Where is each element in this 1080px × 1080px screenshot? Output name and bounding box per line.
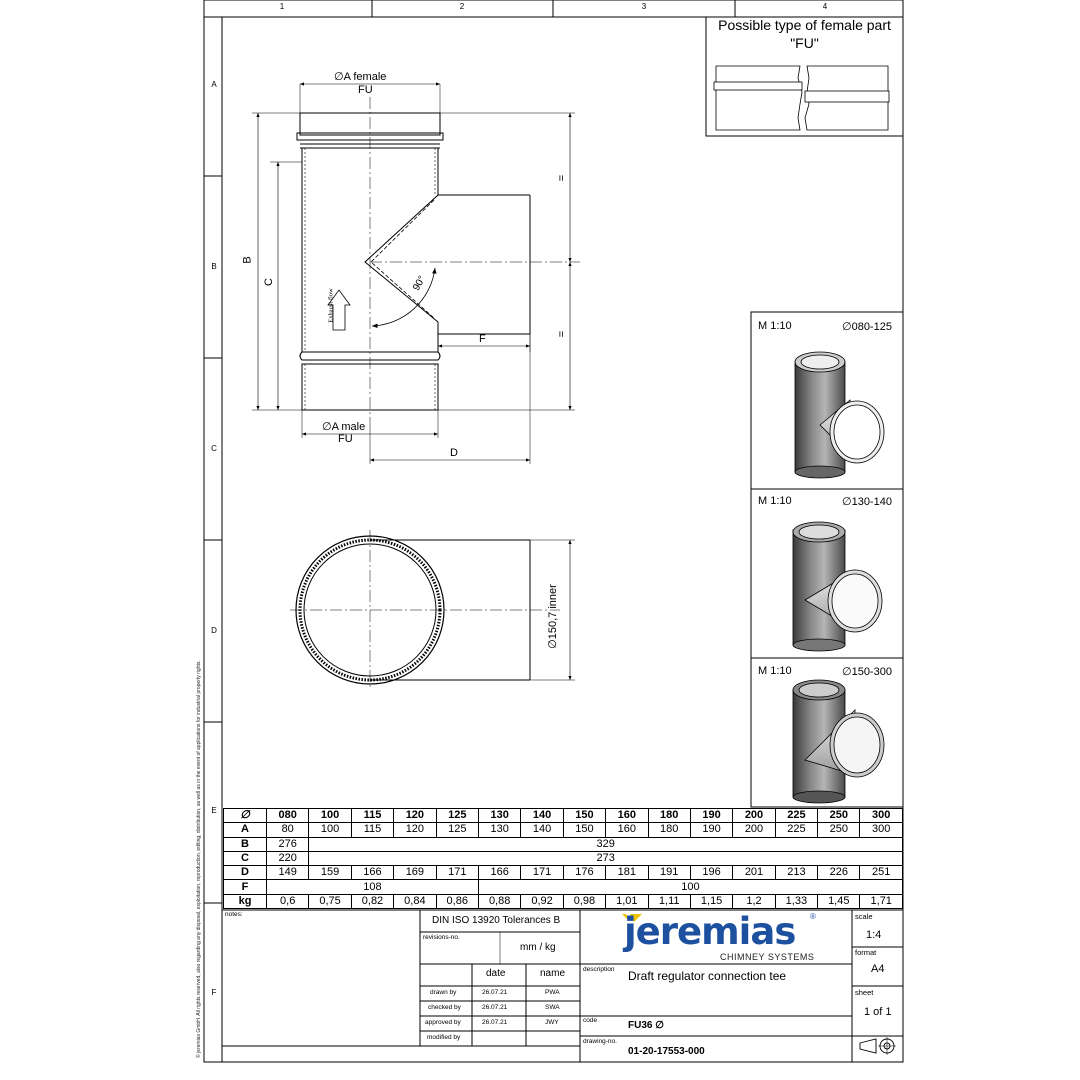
dimension-cell: 100: [309, 823, 351, 837]
revisions-label: revisions-no.: [423, 934, 460, 941]
zone-row-f: F: [211, 988, 217, 997]
tolerances: DIN ISO 13920 Tolerances B: [432, 915, 561, 926]
drawn-by-name: PWA: [545, 989, 560, 996]
checked-by-name: SWA: [545, 1004, 560, 1011]
label-c: C: [262, 278, 275, 286]
dimension-cell: 130: [478, 823, 520, 837]
dimension-cell: 169: [394, 866, 436, 880]
label-a-female: ∅A female: [334, 71, 387, 83]
drawn-by-date: 26.07.21: [482, 989, 508, 996]
dimension-header-row: [224, 809, 903, 823]
label-fu-bottom: FU: [338, 433, 353, 445]
dimension-cell: 191: [648, 866, 690, 880]
zone-column-3: 3: [641, 2, 647, 11]
zone-row-a: A: [211, 80, 217, 89]
dimension-cell: 190: [690, 823, 732, 837]
dimension-cell: 120: [394, 823, 436, 837]
diameter-header-cell: 300: [860, 809, 903, 823]
dimension-cell: 200: [733, 823, 775, 837]
zone-column-4: 4: [822, 2, 828, 11]
diameter-header-cell: 120: [394, 809, 436, 823]
label-b: B: [241, 256, 254, 264]
dimension-cell: 226: [818, 866, 860, 880]
checked-by-label: checked by: [428, 1004, 461, 1011]
diameter-header-cell: 190: [690, 809, 732, 823]
dimension-cell: 149: [267, 866, 309, 880]
variant-2-range: ∅130-140: [842, 496, 892, 508]
zone-row-c: C: [211, 444, 217, 453]
variant-illustration-1: [795, 352, 884, 478]
dimension-cell: 0,84: [394, 894, 436, 908]
dimension-cell: 1,11: [648, 894, 690, 908]
variant-illustration-3: [793, 680, 884, 803]
dimension-cell: 159: [309, 866, 351, 880]
dimension-cell: 250: [818, 823, 860, 837]
diameter-header-cell: 180: [648, 809, 690, 823]
name-header: name: [540, 968, 566, 979]
drawing-number: 01-20-17553-000: [628, 1046, 705, 1057]
dimension-row-label: B: [224, 837, 267, 851]
dimension-cell: 100: [478, 880, 902, 894]
dimension-cell: 225: [775, 823, 817, 837]
dimension-cell: 1,01: [606, 894, 648, 908]
variant-3-scale: M 1:10: [758, 665, 792, 677]
dimension-row-label: kg: [224, 894, 267, 908]
dimension-cell: 1,2: [733, 894, 775, 908]
dimension-row: [224, 837, 903, 851]
diameter-header-cell: 080: [267, 809, 309, 823]
modified-by-label: modified by: [427, 1034, 461, 1041]
diameter-header-cell: 250: [818, 809, 860, 823]
label-equal-bottom: =: [556, 330, 569, 338]
inset-title: Possible type of female part "FU": [718, 17, 891, 51]
tee-side-view: [252, 84, 580, 464]
dimension-cell: 0,98: [563, 894, 605, 908]
diameter-header-cell: 140: [521, 809, 563, 823]
company-logo: [624, 910, 824, 953]
dimension-cell: 166: [478, 866, 520, 880]
dimension-cell: 213: [775, 866, 817, 880]
dimension-cell: 1,15: [690, 894, 732, 908]
dimension-cell: 115: [351, 823, 393, 837]
code: FU36 ∅: [628, 1020, 664, 1031]
dimension-cell: 171: [436, 866, 478, 880]
dimension-cell: 166: [351, 866, 393, 880]
label-d: D: [450, 447, 458, 459]
label-a-male: ∅A male: [322, 421, 366, 433]
dimension-cell: 196: [690, 866, 732, 880]
dimension-row: [224, 851, 903, 865]
copyright-notice: © jeremias GmbH. All rights reserved, also regarding any disposal, exploitation, reproduction, editing, distribution, as well as in the event of applications for industrial property rights.: [196, 660, 202, 1058]
description: Draft regulator connection tee: [628, 969, 787, 983]
diameter-header-cell: 125: [436, 809, 478, 823]
dimension-row-label: C: [224, 851, 267, 865]
dimension-cell: 1,33: [775, 894, 817, 908]
dimension-cell: 125: [436, 823, 478, 837]
approved-by-name: JWY: [545, 1019, 559, 1026]
label-equal-top: =: [556, 174, 569, 182]
dimension-row: [224, 894, 903, 908]
checked-by-date: 26.07.21: [482, 1004, 508, 1011]
dimension-cell: 108: [267, 880, 479, 894]
label-inner-diameter: ∅150,7 inner: [546, 584, 559, 649]
dimension-cell: 1,45: [818, 894, 860, 908]
units: mm / kg: [520, 942, 556, 953]
drawing-no-label: drawing-no.: [583, 1038, 617, 1045]
zone-column-1: 1: [279, 2, 285, 11]
label-exhaust-flow: Exhaust flow: [327, 288, 335, 323]
dimension-cell: 160: [606, 823, 648, 837]
dimension-row: [224, 866, 903, 880]
logo-registered-mark: ®: [810, 912, 816, 921]
variant-2-scale: M 1:10: [758, 495, 792, 507]
drawn-by-label: drawn by: [430, 989, 457, 996]
dimension-cell: 181: [606, 866, 648, 880]
diameter-header-cell: 200: [733, 809, 775, 823]
variant-illustration-2: [793, 522, 882, 651]
logo-wordmark: jeremias: [624, 910, 796, 953]
dimension-row: [224, 823, 903, 837]
dimension-cell: 0,6: [267, 894, 309, 908]
dimension-cell: 329: [309, 837, 903, 851]
variant-1-scale: M 1:10: [758, 320, 792, 332]
diameter-header-cell: 225: [775, 809, 817, 823]
label-f: F: [479, 333, 486, 345]
description-label: description: [583, 966, 615, 973]
dimension-cell: 0,75: [309, 894, 351, 908]
dimension-row-label: A: [224, 823, 267, 837]
dimension-cell: 1,71: [860, 894, 903, 908]
diameter-header-cell: 160: [606, 809, 648, 823]
scale-label: scale: [855, 912, 873, 921]
date-header: date: [486, 968, 506, 979]
format-value: A4: [871, 963, 885, 975]
zone-column-2: 2: [459, 2, 465, 11]
diameter-symbol-cell: ∅: [224, 809, 267, 823]
dimension-cell: 180: [648, 823, 690, 837]
scale-value: 1:4: [866, 929, 882, 941]
diameter-header-cell: 130: [478, 809, 520, 823]
dimension-cell: 140: [521, 823, 563, 837]
notes-label: notes:: [225, 911, 243, 918]
zone-row-e: E: [211, 806, 217, 815]
dimension-cell: 220: [267, 851, 309, 865]
sheet-label: sheet: [855, 988, 874, 997]
format-label: format: [855, 948, 877, 957]
dimension-cell: 0,88: [478, 894, 520, 908]
zone-row-d: D: [211, 626, 217, 635]
variant-1-range: ∅080-125: [842, 321, 892, 333]
dimension-table: [223, 808, 903, 909]
label-angle: 90°: [411, 274, 429, 293]
dimension-cell: 150: [563, 823, 605, 837]
dimension-row-label: F: [224, 880, 267, 894]
logo-subtitle: CHIMNEY SYSTEMS: [720, 952, 815, 962]
dimension-cell: 80: [267, 823, 309, 837]
zone-row-b: B: [211, 262, 217, 271]
tee-top-view: [290, 530, 575, 690]
dimension-cell: 300: [860, 823, 903, 837]
diameter-header-cell: 150: [563, 809, 605, 823]
dimension-row: [224, 880, 903, 894]
sheet-value: 1 of 1: [864, 1006, 892, 1018]
diameter-header-cell: 115: [351, 809, 393, 823]
approved-by-label: approved by: [425, 1019, 461, 1026]
dimension-cell: 0,92: [521, 894, 563, 908]
label-fu-top: FU: [358, 84, 373, 96]
approved-by-date: 26.07.21: [482, 1019, 508, 1026]
dimension-cell: 171: [521, 866, 563, 880]
dimension-cell: 251: [860, 866, 903, 880]
dimension-cell: 0,86: [436, 894, 478, 908]
dimension-cell: 276: [267, 837, 309, 851]
dimension-cell: 273: [309, 851, 903, 865]
dimension-cell: 176: [563, 866, 605, 880]
dimension-row-label: D: [224, 866, 267, 880]
diameter-header-cell: 100: [309, 809, 351, 823]
projection-symbol-icon: [860, 1037, 896, 1055]
dimension-cell: 201: [733, 866, 775, 880]
dimension-cell: 0,82: [351, 894, 393, 908]
variant-3-range: ∅150-300: [842, 666, 892, 678]
code-label: code: [583, 1017, 598, 1024]
